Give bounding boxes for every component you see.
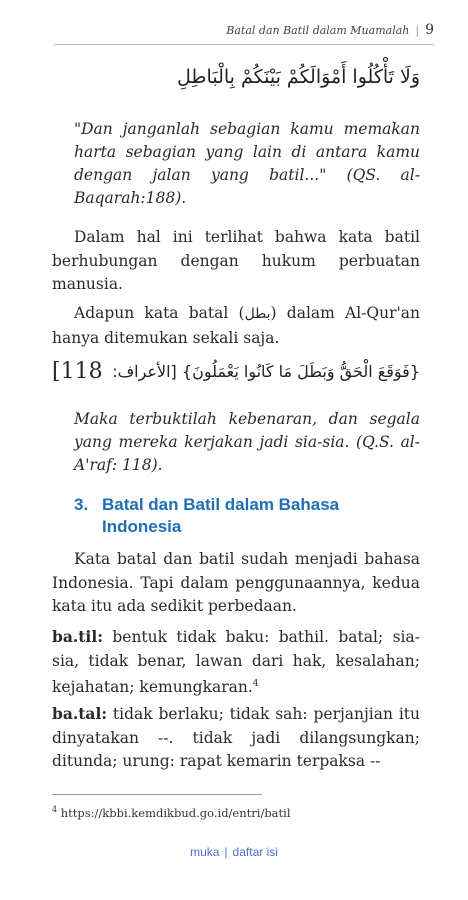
header-separator: |	[415, 23, 420, 37]
paragraph-text-start: Adapun kata batal (	[74, 304, 245, 322]
quran-verse-baqarah: وَلَا تَأْكُلُوا أَمْوَالَكُمْ بَيْنَكُمْ بِالْبَاطِلِ	[177, 66, 420, 88]
quran-verse-araf	[52, 359, 420, 384]
translation-quote-baqarah: "Dan janganlah sebagian kamu memakan harta sebagian yang lain di antara kamu dengan jalan yang batil..." (QS. al-Baqarah:188).	[74, 120, 420, 207]
dictionary-entry-batal	[52, 702, 420, 774]
section-number: 3.	[74, 495, 89, 514]
entry-term-batil: ba.til:	[52, 627, 103, 646]
verse-arabic-text: {فَوَقَعَ الْحَقُّ وَبَطَلَ مَا كَانُوا يَعْمَلُونَ} [الأعراف:	[112, 362, 420, 381]
footnote	[52, 805, 291, 820]
table-of-contents-link[interactable]: daftar isi	[232, 845, 278, 859]
footer-separator: |	[224, 845, 228, 859]
entry-definition-batal: tidak berlaku; tidak sah: perjanjian itu dinyatakan --. tidak jadi dilangsungkan; ditunda; urung: rapat kemarin terpaksa --	[52, 705, 420, 770]
footnote-number: 4	[52, 805, 58, 814]
running-header	[226, 22, 434, 38]
section-title-line1: Batal dan Batil dalam Bahasa	[102, 495, 340, 514]
paragraph-indonesian-usage: Kata batal dan batil sudah menjadi bahasa Indonesia. Tapi dalam penggunaannya, kedua kata itu ada sedikit perbedaan.	[52, 550, 420, 615]
entry-definition-batil: bentuk tidak baku: bathil. batal; sia-sia, tidak benar, lawan dari hak, kesalahan; kejahatan; kemungkaran.	[52, 628, 420, 697]
paragraph-batil-law: Dalam hal ini terlihat bahwa kata batil berhubungan dengan hukum perbuatan manusia.	[52, 228, 420, 293]
footnote-url: https://kbbi.kemdikbud.go.id/entri/batil	[57, 805, 291, 820]
arabic-word-batal: بطل	[244, 306, 271, 322]
section-heading	[74, 494, 420, 538]
footnote-reference[interactable]: 4	[252, 679, 259, 689]
dictionary-entry-batil	[52, 625, 420, 700]
cover-link[interactable]: muka	[190, 845, 220, 859]
page-number: 9	[425, 22, 434, 38]
entry-term-batal: ba.tal:	[52, 704, 108, 723]
paragraph-batal-quran	[52, 302, 420, 350]
running-title: Batal dan Batil dalam Muamalah	[226, 23, 410, 37]
translation-quote-araf: Maka terbuktilah kebenaran, dan segala yang mereka kerjakan jadi sia-sia. (Q.S. al-A'raf: 118).	[74, 410, 420, 474]
page-footer-nav	[0, 845, 468, 859]
footnote-divider	[52, 794, 262, 795]
header-divider	[54, 44, 434, 45]
paragraph-text-end: ) dalam Al-Qur'an hanya ditemukan sekali saja.	[52, 304, 421, 347]
section-title-line2: Indonesia	[102, 517, 182, 536]
verse-reference-number: [118	[52, 359, 103, 384]
